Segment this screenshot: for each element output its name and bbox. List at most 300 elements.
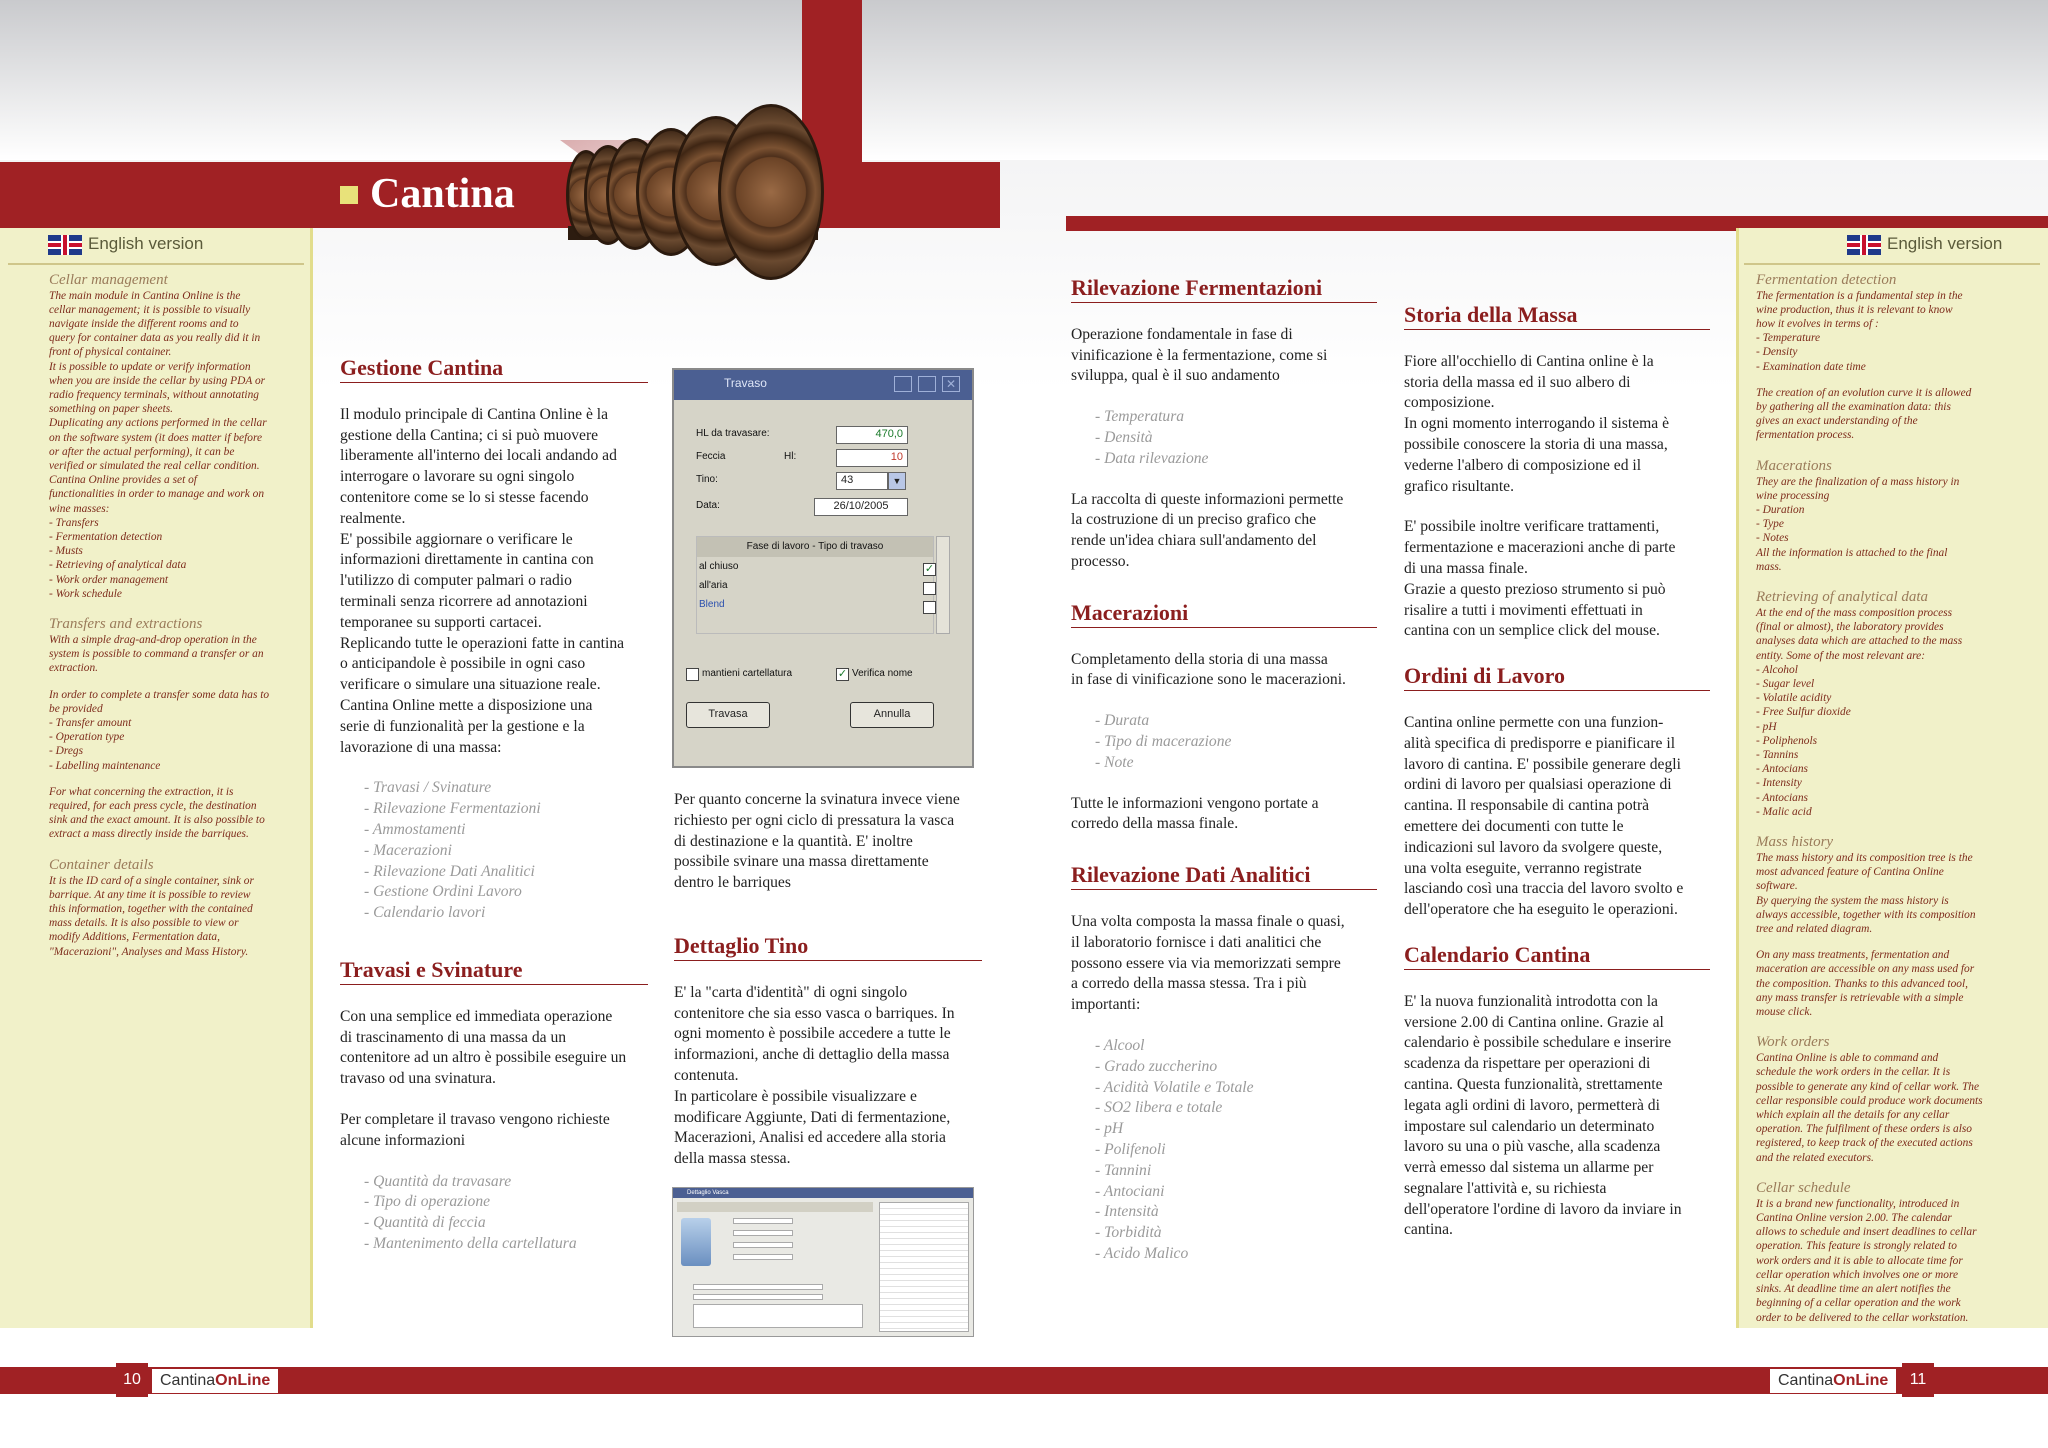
sidebar-edge bbox=[310, 228, 313, 1328]
paragraph bbox=[340, 1007, 648, 1090]
sidebar-heading: Retrieving of analytical data bbox=[1756, 588, 1929, 605]
text-line: - Macerazioni bbox=[364, 841, 452, 859]
text-line: Una volta composta la massa finale o quasi, bbox=[1071, 912, 1345, 930]
brand-a: Cantina bbox=[1778, 1372, 1834, 1389]
text-line: - Acido Malico bbox=[1095, 1244, 1189, 1262]
sidebar-line: cellar operation which involves one or more bbox=[1756, 1268, 1959, 1281]
sidebar-line: - Alcohol bbox=[1756, 663, 1798, 676]
lang-switch-right[interactable] bbox=[1736, 228, 2048, 255]
text-line: Con una semplice ed immediata operazione bbox=[340, 1007, 613, 1025]
sidebar-line: possible to generate any kind of cellar work. The bbox=[1756, 1080, 1980, 1093]
sidebar-line: wine processing bbox=[1756, 489, 1830, 502]
sidebar-line: radio frequency terminals, without annotating bbox=[49, 388, 259, 401]
text-line: - Torbidità bbox=[1095, 1224, 1162, 1242]
text-line: la costruzione di un preciso grafico che bbox=[1071, 511, 1317, 529]
sidebar-line: system is possible to command a transfer or an bbox=[49, 648, 264, 661]
close-icon[interactable]: ✕ bbox=[942, 376, 960, 392]
text-line: realmente. bbox=[340, 509, 406, 527]
sidebar-line: required, for each press cycle, the destination bbox=[49, 800, 257, 813]
text-line: l'utilizzo di computer palmari o radio bbox=[340, 572, 572, 590]
sidebar-line: The fermentation is a fundamental step in the bbox=[1756, 289, 1963, 302]
sidebar-line: Duplicating any actions performed in the cellar bbox=[49, 417, 267, 430]
shot-field bbox=[733, 1254, 793, 1260]
text-line: E' possibile inoltre verificare trattamenti, bbox=[1404, 518, 1660, 536]
text-line: - Durata bbox=[1095, 712, 1150, 730]
text-line: storia della massa ed il suo albero di bbox=[1404, 373, 1631, 391]
minimize-icon[interactable] bbox=[894, 376, 912, 392]
sidebar-line: - Operation type bbox=[49, 731, 125, 744]
text-line: gestione della Cantina; ci si può muovere bbox=[340, 426, 599, 444]
sidebar-line: mass. bbox=[1756, 560, 1782, 573]
sidebar-line: on the software system (it does matter if before bbox=[49, 431, 263, 444]
text-line: Macerazioni, Analisi ed accedere alla storia bbox=[674, 1129, 946, 1147]
uk-flag-icon bbox=[1847, 235, 1881, 255]
annulla-button[interactable]: Annulla bbox=[850, 702, 934, 728]
sidebar-heading: Transfers and extractions bbox=[49, 615, 203, 632]
sidebar-line: It is possible to update or verify information bbox=[49, 360, 251, 373]
lang-label: English version bbox=[88, 234, 204, 253]
text-line: - SO2 libera e totale bbox=[1095, 1099, 1223, 1117]
sidebar-line: For what concerning the extraction, it is bbox=[49, 785, 234, 798]
text-line: di una massa finale. bbox=[1404, 559, 1528, 577]
text-line: temporanee su supporti cartacei. bbox=[340, 613, 542, 631]
brand-b: OnLine bbox=[1833, 1372, 1889, 1389]
text-line: Fiore all'occhiello di Cantina online è la bbox=[1404, 352, 1654, 370]
right-sidebar bbox=[1736, 228, 2048, 1328]
hl-unit-label: Hl: bbox=[784, 451, 797, 462]
text-line: - Ammostamenti bbox=[364, 820, 466, 838]
text-line: - Quantità di feccia bbox=[364, 1214, 486, 1232]
table-row[interactable]: al chiuso bbox=[699, 561, 739, 572]
shot-tree bbox=[879, 1202, 969, 1332]
sidebar-heading: Fermentation detection bbox=[1756, 271, 1897, 288]
shot-field bbox=[693, 1284, 823, 1290]
sidebar-line: All the information is attached to the final bbox=[1756, 546, 1948, 559]
sidebar-line bbox=[1756, 936, 2036, 948]
sidebar-line bbox=[49, 676, 292, 688]
text-line: Il modulo principale di Cantina Online è la bbox=[340, 405, 609, 423]
hl-input[interactable]: 470,0 bbox=[836, 426, 908, 444]
mantieni-checkbox[interactable] bbox=[686, 668, 699, 681]
text-line: Grazie a questo prezioso strumento si può bbox=[1404, 580, 1666, 598]
sidebar-line: mass details. It is also possible to view or bbox=[49, 917, 239, 930]
text-line: - Rilevazione Fermentazioni bbox=[364, 800, 541, 818]
sidebar-line: On any mass treatments, fermentation and bbox=[1756, 949, 1950, 962]
text-line: alcune informazioni bbox=[340, 1131, 466, 1149]
text-line: possibile conoscere la storia di una massa, bbox=[1404, 435, 1668, 453]
text-line: corredo della massa finale. bbox=[1071, 815, 1239, 833]
text-line: ordini di lavoro per qualsiasi operazione di bbox=[1404, 776, 1672, 794]
sidebar-line: - Antocians bbox=[1756, 791, 1808, 804]
text-line: scadenza da rispettare per operazioni di bbox=[1404, 1055, 1651, 1073]
sidebar-line: mouse click. bbox=[1756, 1006, 1813, 1019]
brand-b: OnLine bbox=[215, 1372, 271, 1389]
text-line: Replicando tutte le operazioni fatte in cantina bbox=[340, 634, 625, 652]
sidebar-line: query for container data as you really did it in bbox=[49, 332, 261, 345]
text-line: verificare o simulare una situazione reale. bbox=[340, 676, 601, 694]
text-line: E' la nuova funzionalità introdotta con la bbox=[1404, 992, 1658, 1010]
date-input[interactable]: 26/10/2005 bbox=[814, 498, 908, 516]
text-line: contenitore ad un altro è possibile eseguire un bbox=[340, 1049, 627, 1067]
column-3 bbox=[1071, 275, 1377, 1265]
text-line: legata agli ordini di lavoro, permetterà di bbox=[1404, 1096, 1660, 1114]
text-line: lasciando così una traccia del lavoro svolto e bbox=[1404, 880, 1684, 898]
sidebar-line bbox=[49, 773, 292, 785]
hl-label: HL da travasare: bbox=[696, 428, 770, 439]
feccia-input[interactable]: 10 bbox=[836, 449, 908, 467]
shot-field bbox=[733, 1242, 793, 1248]
verifica-label: Verifica nome bbox=[852, 668, 913, 679]
chevron-down-icon[interactable]: ▼ bbox=[888, 472, 906, 490]
sidebar-line: - Density bbox=[1756, 346, 1798, 359]
heading-dettaglio: Dettaglio Tino bbox=[674, 936, 982, 961]
sidebar-line: Cantina Online provides a set of bbox=[49, 474, 197, 487]
shot-field bbox=[733, 1230, 793, 1236]
sidebar-line: The main module in Cantina Online is the bbox=[49, 289, 241, 302]
text-line: possibile svinare una massa direttamente bbox=[674, 853, 929, 871]
sidebar-line: operation. This feature is strongly related to bbox=[1756, 1240, 1957, 1253]
text-line: - Densità bbox=[1095, 428, 1153, 446]
text-line: informazioni, anche di dettaglio della massa bbox=[674, 1046, 950, 1064]
column-2 bbox=[674, 790, 982, 1170]
sidebar-line: or after the actual performing), it can be bbox=[49, 445, 235, 458]
barrel-image bbox=[718, 104, 824, 280]
sidebar-line: - Examination date time bbox=[1756, 360, 1866, 373]
paragraph bbox=[674, 983, 982, 1170]
sidebar-line: - Type bbox=[1756, 518, 1784, 531]
text-line: - Mantenimento della cartellatura bbox=[364, 1234, 577, 1252]
sidebar-line: - Temperature bbox=[1756, 332, 1821, 345]
sidebar-line: software. bbox=[1756, 880, 1798, 893]
text-line: cantina. Il responsabile di cantina potrà bbox=[1404, 797, 1650, 815]
sidebar-line: cellar responsible could produce work documents bbox=[1756, 1094, 1983, 1107]
paragraph bbox=[340, 1110, 648, 1152]
text-line: cantina. bbox=[1404, 1221, 1453, 1239]
sidebar-line: The mass history and its composition tree is the bbox=[1756, 852, 1973, 865]
text-line: In ogni momento interrogando il sistema è bbox=[1404, 415, 1670, 433]
text-line: emettere dei documenti con tutte le bbox=[1404, 817, 1624, 835]
text-line: versione 2.00 di Cantina online. Grazie al bbox=[1404, 1013, 1664, 1031]
verifica-checkbox[interactable]: ✓ bbox=[837, 668, 848, 680]
paragraph bbox=[1404, 713, 1710, 921]
text-line: - Alcool bbox=[1095, 1036, 1145, 1054]
paragraph bbox=[1071, 325, 1377, 387]
divider bbox=[8, 263, 304, 265]
footer-brand-left bbox=[152, 1369, 278, 1393]
text-line: possono essere via via memorizzati sempre bbox=[1071, 954, 1341, 972]
text-line: lavorazione di una massa: bbox=[340, 738, 502, 756]
sidebar-heading: Cellar management bbox=[49, 271, 168, 288]
heading-macerazioni: Macerazioni bbox=[1071, 603, 1377, 628]
sidebar-line: With a simple drag-and-drop operation in the bbox=[49, 633, 257, 646]
sidebar-line: always accessible, together with its composition bbox=[1756, 908, 1976, 921]
shot-tabs bbox=[677, 1202, 873, 1212]
text-line: Per completare il travaso vengono richieste bbox=[340, 1110, 610, 1128]
sidebar-line: Cantina Online is able to command and bbox=[1756, 1052, 1939, 1065]
top-gradient bbox=[0, 0, 2048, 160]
sidebar-line: operation. The fulfilment of these orders is also bbox=[1756, 1123, 1972, 1136]
sidebar-line: - Antocians bbox=[1756, 763, 1808, 776]
text-line: cantina. Questa funzionalità, strettamente bbox=[1404, 1075, 1663, 1093]
sidebar-line: how it evolves in terms of : bbox=[1756, 317, 1879, 330]
sidebar-line: - Tannins bbox=[1756, 749, 1799, 761]
text-line: verrà emesso dal sistema un allarme per bbox=[1404, 1159, 1654, 1177]
mantieni-label: mantieni cartellatura bbox=[702, 668, 793, 679]
sidebar-line: most advanced feature of Cantina Online bbox=[1756, 866, 1944, 879]
brand-a: Cantina bbox=[160, 1372, 216, 1389]
sidebar-line: work orders and it is able to allocate time for bbox=[1756, 1254, 1963, 1267]
text-line: processo. bbox=[1071, 552, 1130, 570]
paragraph bbox=[1404, 992, 1710, 1242]
sidebar-line: - Musts bbox=[49, 545, 83, 558]
sidebar-line: - Fermentation detection bbox=[49, 530, 163, 543]
left-english-text bbox=[0, 271, 312, 959]
text-line: indicazioni sul lavoro da svolgere queste, bbox=[1404, 838, 1663, 856]
footer-band bbox=[0, 1367, 2048, 1394]
sidebar-line: any mass transfer is retrievable with a simple bbox=[1756, 991, 1964, 1004]
sidebar-line: maceration are accessible on any mass used for bbox=[1756, 963, 1975, 976]
page-number-right: 11 bbox=[1902, 1363, 1934, 1397]
sidebar-line: - Malic acid bbox=[1756, 805, 1812, 818]
sidebar-line: wine masses: bbox=[49, 502, 110, 515]
tino-label: Tino: bbox=[696, 474, 718, 485]
sidebar-line: fermentation process. bbox=[1756, 429, 1855, 442]
sidebar-line: extract a mass directly inside the barriques. bbox=[49, 828, 249, 841]
text-line: grafico risultante. bbox=[1404, 477, 1514, 495]
paragraph bbox=[674, 790, 982, 894]
scrollbar[interactable] bbox=[936, 536, 950, 634]
data-label: Data: bbox=[696, 500, 720, 511]
text-line: - Note bbox=[1095, 753, 1134, 771]
lang-switch-left[interactable] bbox=[0, 228, 312, 255]
column-4 bbox=[1404, 302, 1710, 1241]
text-line: risalire a tutti i movimenti effettuati in bbox=[1404, 601, 1643, 619]
text-line: Per quanto concerne la svinatura invece viene bbox=[674, 791, 960, 808]
text-line: - Polifenoli bbox=[1095, 1140, 1166, 1158]
text-line: della massa stessa. bbox=[674, 1150, 791, 1168]
sidebar-heading: Container details bbox=[49, 856, 154, 873]
text-line: rende un'idea chiara sull'andamento del bbox=[1071, 532, 1317, 550]
heading-calendario: Calendario Cantina bbox=[1404, 945, 1710, 970]
column-1 bbox=[340, 355, 648, 1255]
text-line: sviluppa, qual è il suo andamento bbox=[1071, 367, 1280, 385]
heading-fermentazioni: Rilevazione Fermentazioni bbox=[1071, 278, 1377, 303]
sidebar-line: - pH bbox=[1756, 720, 1777, 733]
sidebar-line: something on paper sheets. bbox=[49, 403, 174, 416]
sidebar-line: - Transfer amount bbox=[49, 717, 132, 729]
text-line: fermentazione e macerazioni anche di parte bbox=[1404, 539, 1676, 557]
text-line: calendario è possibile schedulare e inserire bbox=[1404, 1034, 1672, 1052]
sidebar-line: - Dregs bbox=[49, 745, 84, 758]
sidebar-line: Cantina Online version 2.00. The calendar bbox=[1756, 1212, 1952, 1225]
text-line: vinificazione è la fermentazione, come si bbox=[1071, 346, 1328, 364]
text-line: E' la "carta d'identità" di ogni singolo bbox=[674, 983, 908, 1001]
sidebar-line: gives an exact understanding of the bbox=[1756, 415, 1918, 428]
tank-icon bbox=[681, 1218, 711, 1266]
text-line: - pH bbox=[1095, 1120, 1124, 1138]
text-line: travaso od una svinatura. bbox=[340, 1070, 496, 1088]
sidebar-line: - Notes bbox=[1756, 532, 1789, 545]
dialog-title: Travaso bbox=[724, 376, 767, 390]
text-line: Completamento della storia di una massa bbox=[1071, 650, 1328, 668]
text-line: contenitore come se lo si stesse facendo bbox=[340, 488, 589, 506]
bullet-list bbox=[1095, 407, 1377, 469]
tino-select[interactable]: 43 bbox=[836, 472, 888, 490]
dialog-titlebar bbox=[674, 370, 972, 400]
sidebar-edge bbox=[1736, 228, 1739, 1328]
sidebar-line: By querying the system the mass history is bbox=[1756, 894, 1949, 907]
sidebar-line: navigate inside the different rooms and to bbox=[49, 317, 239, 330]
text-line: contenitore che sia esso vasca o barriques. In bbox=[674, 1004, 955, 1022]
sidebar-line: entity. Some of the most relevant are: bbox=[1756, 649, 1926, 662]
text-line: - Quantità da travasare bbox=[364, 1172, 512, 1190]
sidebar-line: In order to complete a transfer some data has to bbox=[49, 688, 270, 701]
text-line: di destinazione e la quantità. E' inoltre bbox=[674, 832, 913, 850]
divider bbox=[1744, 263, 2040, 265]
sidebar-line: and the related executors. bbox=[1756, 1151, 1874, 1164]
text-line: - Acidità Volatile e Totale bbox=[1095, 1078, 1254, 1096]
sidebar-line: functionalities in order to manage and work on bbox=[49, 488, 265, 501]
text-line: E' possibile aggiornare o verificare le bbox=[340, 530, 573, 548]
checkbox[interactable] bbox=[923, 601, 936, 614]
feccia-label: Feccia bbox=[696, 451, 726, 462]
text-line: lavoro su una o più vasche, alla scadenza bbox=[1404, 1138, 1661, 1156]
sidebar-line: extraction. bbox=[49, 662, 99, 675]
text-line: - Intensità bbox=[1095, 1203, 1159, 1221]
sidebar-line: sink and the exact amount. It is also possible to bbox=[49, 814, 265, 827]
paragraph bbox=[1071, 490, 1377, 573]
text-line: importanti: bbox=[1071, 996, 1141, 1014]
sidebar-line: They are the finalization of a mass history in bbox=[1756, 475, 1960, 488]
sidebar-heading: Mass history bbox=[1756, 834, 1834, 851]
text-line: contenuta. bbox=[674, 1066, 739, 1084]
sidebar-heading: Work orders bbox=[1756, 1034, 1830, 1051]
sidebar-heading: Cellar schedule bbox=[1756, 1179, 1851, 1196]
text-line: interrogare o lavorare su ogni singolo bbox=[340, 468, 575, 486]
sidebar-line: - Volatile acidity bbox=[1756, 692, 1832, 705]
maximize-icon[interactable] bbox=[918, 376, 936, 392]
travaso-dialog bbox=[672, 368, 974, 768]
text-line: il laboratorio fornisce i dati analitici che bbox=[1071, 933, 1322, 951]
left-sidebar bbox=[0, 228, 312, 1328]
sidebar-line: - Work schedule bbox=[49, 587, 122, 600]
text-line: alità specifica di predisporre e pianificare il bbox=[1404, 734, 1676, 752]
travasa-button[interactable]: Travasa bbox=[686, 702, 770, 728]
sidebar-line: analyses data which are attached to the mass bbox=[1756, 635, 1963, 648]
sidebar-line: order to be delivered to the cellar workstation. bbox=[1756, 1311, 1969, 1324]
uk-flag-icon bbox=[48, 235, 82, 255]
shot-notes bbox=[693, 1304, 863, 1328]
heading-ordini: Ordini di Lavoro bbox=[1404, 666, 1710, 691]
text-line: - Antociani bbox=[1095, 1182, 1165, 1200]
table-row[interactable]: all'aria bbox=[699, 580, 728, 591]
sidebar-line: this information, together with the contained bbox=[49, 903, 253, 916]
text-line: dell'operatore che ha eseguito le operazioni. bbox=[1404, 901, 1678, 919]
text-line: - Rilevazione Dati Analitici bbox=[364, 862, 535, 880]
lang-label: English version bbox=[1887, 234, 2003, 253]
right-english-text bbox=[1736, 271, 2048, 1325]
paragraph bbox=[1404, 517, 1710, 642]
text-line: informazioni direttamente in cantina con bbox=[340, 551, 594, 569]
sidebar-line: by gathering all the examination data: this bbox=[1756, 400, 1951, 413]
sidebar-line: barrique. At any time it is possible to review bbox=[49, 888, 251, 901]
sidebar-line: It is the ID card of a single container, sink or bbox=[49, 874, 254, 887]
text-line: in fase di vinificazione sono le macerazioni. bbox=[1071, 671, 1346, 689]
table-header: Fase di lavoro - Tipo di travaso bbox=[697, 537, 933, 557]
heading-storia: Storia della Massa bbox=[1404, 305, 1710, 330]
footer-brand-right bbox=[1770, 1369, 1896, 1393]
text-line: Tutte le informazioni vengono portate a bbox=[1071, 794, 1319, 812]
checkbox[interactable] bbox=[923, 582, 936, 595]
sidebar-line: front of physical container. bbox=[49, 346, 172, 359]
sidebar-line: registered, to keep track of the executed actions bbox=[1756, 1137, 1973, 1150]
text-line: terminali senza ricorrere ad annotazioni bbox=[340, 592, 588, 610]
page-number-left: 10 bbox=[116, 1363, 148, 1397]
text-line: ogni momento è possibile accedere a tutte le bbox=[674, 1025, 951, 1043]
shot-titlebar: Dettaglio Vasca bbox=[673, 1188, 973, 1198]
sidebar-line: which explain all the details for any cellar bbox=[1756, 1109, 1950, 1122]
text-line: richiesto per ogni ciclo di pressatura la vasca bbox=[674, 811, 955, 829]
sidebar-line: verified or simulated the real cellar condition. bbox=[49, 459, 260, 472]
checkbox-checked[interactable]: ✓ bbox=[924, 563, 935, 575]
sidebar-line: At the end of the mass composition process bbox=[1756, 606, 1953, 619]
heading-gestione: Gestione Cantina bbox=[340, 358, 648, 383]
text-line: Operazione fondamentale in fase di bbox=[1071, 325, 1293, 343]
sidebar-line: allows to schedule and insert deadlines to cellar bbox=[1756, 1226, 1977, 1239]
text-line: una volta eseguite, verranno registrate bbox=[1404, 859, 1642, 877]
sidebar-line: the composition. Thanks to this advanced tool, bbox=[1756, 977, 1968, 990]
text-line: - Gestione Ordini Lavoro bbox=[364, 883, 522, 901]
text-line: In particolare è possibile visualizzare e bbox=[674, 1087, 917, 1105]
text-line: - Travasi / Svinature bbox=[364, 779, 492, 797]
paragraph bbox=[1071, 912, 1377, 1016]
sidebar-line: tree and related diagram. bbox=[1756, 923, 1873, 936]
text-line: di trascinamento di una massa da un bbox=[340, 1028, 567, 1046]
text-line: La raccolta di queste informazioni permette bbox=[1071, 490, 1344, 508]
sidebar-line: - Intensity bbox=[1756, 777, 1802, 790]
sidebar-line: modify Additions, Fermentation data, bbox=[49, 931, 220, 944]
text-line: - Grado zuccherino bbox=[1095, 1057, 1218, 1075]
paragraph bbox=[1071, 794, 1377, 836]
sidebar-line: (final or almost), the laboratory provides bbox=[1756, 621, 1944, 634]
sidebar-line: It is a brand new functionality, introduced in bbox=[1756, 1197, 1960, 1210]
sidebar-line: - Sugar level bbox=[1756, 677, 1815, 690]
title-bullet bbox=[340, 186, 358, 204]
text-line: - Temperatura bbox=[1095, 408, 1185, 426]
text-line: - Calendario lavori bbox=[364, 904, 486, 922]
sidebar-line: - Retrieving of analytical data bbox=[49, 559, 187, 572]
sidebar-line: - Work order management bbox=[49, 573, 169, 586]
paragraph bbox=[1404, 352, 1710, 498]
text-line: lavoro di cantina. E' possibile generare degli bbox=[1404, 755, 1681, 773]
sidebar-line: wine production, thus it is relevant to know bbox=[1756, 303, 1953, 316]
table-row[interactable]: Blend bbox=[699, 599, 725, 610]
text-line: vederne l'albero di composizione ed il bbox=[1404, 456, 1642, 474]
bullet-list bbox=[364, 778, 648, 924]
sidebar-heading: Macerations bbox=[1756, 457, 1832, 474]
sidebar-line: cellar management; it is possible to visually bbox=[49, 303, 251, 316]
sidebar-line: - Free Sulfur dioxide bbox=[1756, 706, 1851, 719]
shot-field bbox=[733, 1218, 793, 1224]
text-line: segnalare l'attività e, su richiesta bbox=[1404, 1179, 1607, 1197]
text-line: Cantina Online mette a disposizione una bbox=[340, 696, 593, 714]
text-line: - Tipo di operazione bbox=[364, 1193, 491, 1211]
paragraph bbox=[1071, 650, 1377, 692]
dettaglio-screenshot bbox=[672, 1187, 974, 1337]
text-line: - Tannini bbox=[1095, 1161, 1152, 1179]
sidebar-line: when you are inside the cellar by using PDA or bbox=[49, 374, 266, 387]
sidebar-line: beginning of a cellar operation and the work bbox=[1756, 1297, 1961, 1310]
